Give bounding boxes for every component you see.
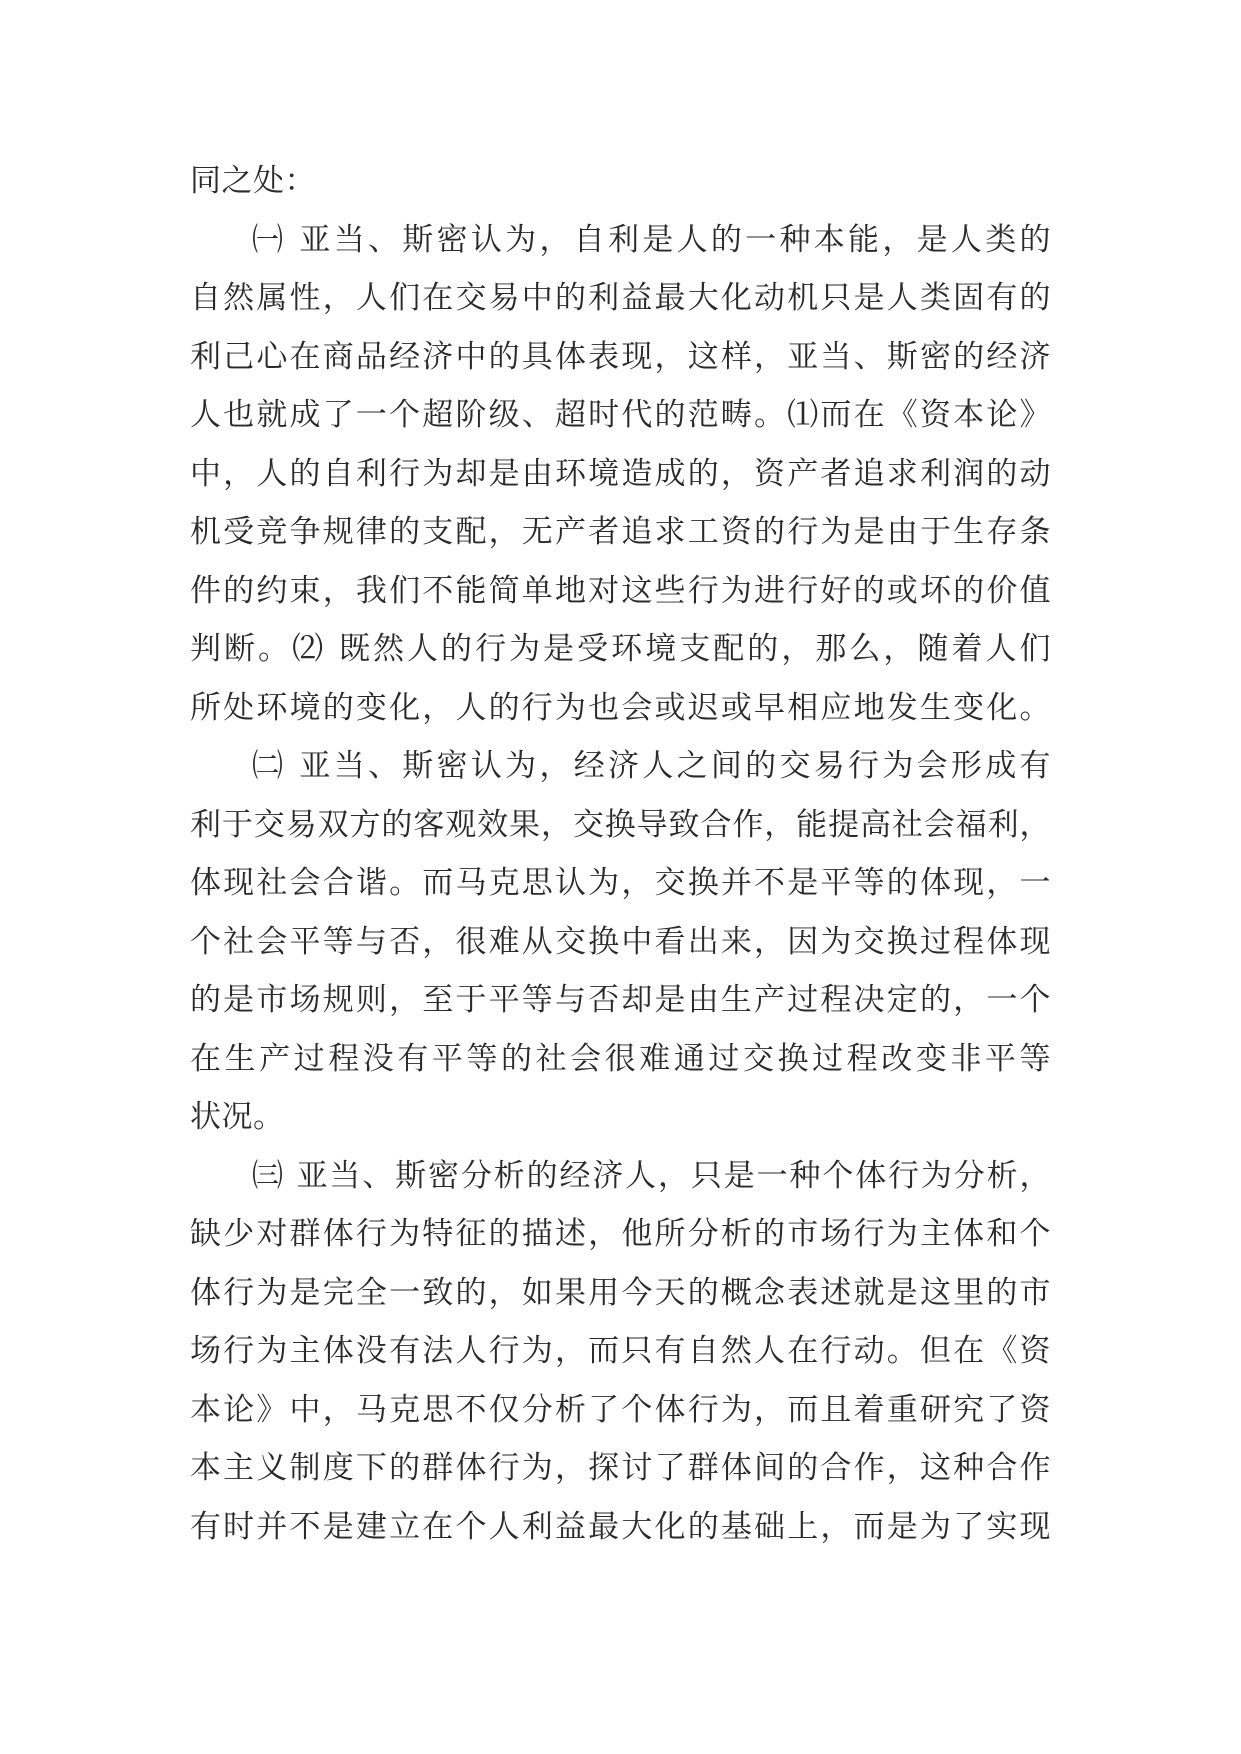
text-line: 件的约束，我们不能简单地对这些行为进行好的或坏的价值 (190, 572, 1051, 609)
text-line: 缺少对群体行为特征的描述，他所分析的市场行为主体和个 (190, 1216, 1051, 1252)
text-line: 体行为是完全一致的，如果用今天的概念表述就是这里的市 (190, 1274, 1051, 1311)
text-line: 所处环境的变化，人的行为也会或迟或早相应地发生变化。 (190, 689, 1051, 726)
text-line: 机受竞争规律的支配，无产者追求工资的行为是由于生存条 (190, 514, 1051, 550)
text-line: 状况。 (190, 1099, 285, 1135)
text-line: ㈡ 亚当、斯密认为，经济人之间的交易行为会形成有 (252, 748, 1051, 784)
text-line: ㈠ 亚当、斯密认为，自利是人的一种本能，是人类的 (252, 221, 1051, 258)
text-line: 在生产过程没有平等的社会很难通过交换过程改变非平等 (190, 1040, 1051, 1077)
text-line: 利于交易双方的客观效果，交换导致合作，能提高社会福利， (190, 806, 1051, 843)
text-line: 体现社会合谐。而马克思认为，交换并不是平等的体现，一 (190, 865, 1051, 901)
text-line: 本论》中，马克思不仅分析了个体行为，而且着重研究了资 (190, 1391, 1051, 1428)
text-line: 的是市场规则，至于平等与否却是由生产过程决定的，一个 (190, 982, 1051, 1018)
text-line: 本主义制度下的群体行为，探讨了群体间的合作，这种合作 (190, 1450, 1051, 1486)
text-line: 利己心在商品经济中的具体表现，这样，亚当、斯密的经济 (190, 338, 1051, 375)
text-line: 自然属性，人们在交易中的利益最大化动机只是人类固有的 (190, 280, 1051, 316)
text-line: 中，人的自利行为却是由环境造成的，资产者追求利润的动 (190, 455, 1051, 492)
text-line: 有时并不是建立在个人利益最大化的基础上，而是为了实现 (190, 1508, 1051, 1545)
text-line: 场行为主体没有法人行为，而只有自然人在行动。但在《资 (190, 1333, 1051, 1369)
text-line: 同之处： (190, 163, 316, 199)
text-line: 判断。⑵ 既然人的行为是受环境支配的，那么，随着人们 (190, 631, 1051, 667)
text-line: 个社会平等与否，很难从交换中看出来，因为交换过程体现 (190, 923, 1051, 960)
body-text (190, 152, 1051, 1556)
text-line: 人也就成了一个超阶级、超时代的范畴。⑴而在《资本论》 (190, 397, 1051, 433)
text-line: ㈢ 亚当、斯密分析的经济人，只是一种个体行为分析， (252, 1157, 1051, 1194)
